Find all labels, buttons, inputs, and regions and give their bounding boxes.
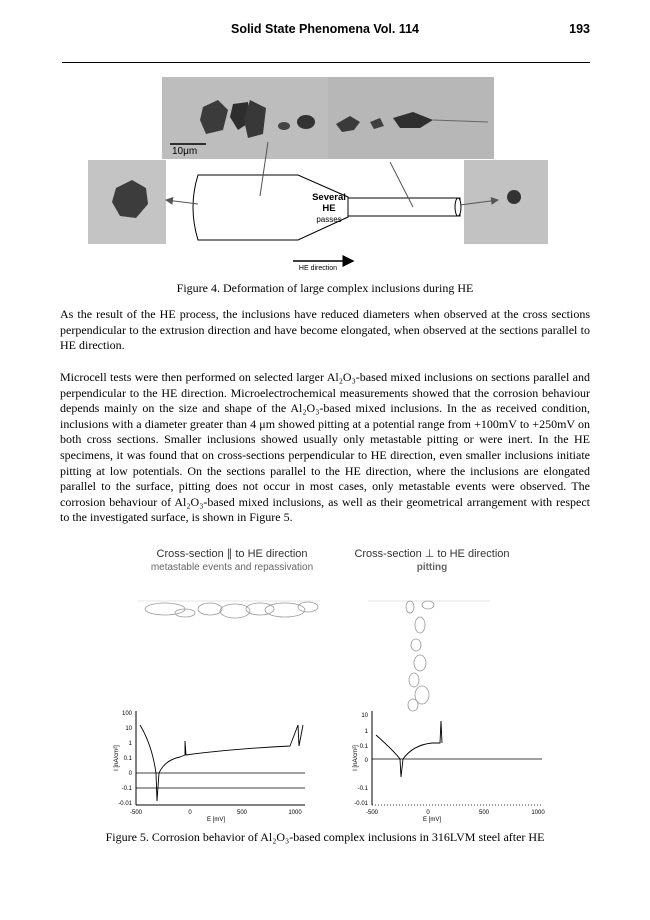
right-x-tick: -500 xyxy=(365,810,379,816)
left-x-tick: 1000 xyxy=(288,810,302,816)
left-title-2: metastable events and repassivation xyxy=(150,562,314,573)
left-y-tick: 10 xyxy=(125,726,132,732)
right-x-tick: 0 xyxy=(426,810,430,816)
he-direction-label: HE direction xyxy=(298,265,338,272)
figure-5 xyxy=(110,545,550,825)
micrograph-left xyxy=(88,160,166,244)
header-rule xyxy=(62,62,590,63)
right-y-tick: -0.1 xyxy=(357,786,368,792)
schematic-parallel xyxy=(138,601,320,618)
micrograph-top-right xyxy=(328,77,494,159)
right-x-label: E [mV] xyxy=(422,817,442,823)
left-y-tick: -0.1 xyxy=(121,786,132,792)
figure-5-caption: Figure 5. Corrosion behavior of Al₂O₃-based complex inclusions in 316LVM steel after HE xyxy=(105,830,545,844)
left-y-tick: -0.01 xyxy=(118,801,132,807)
left-x-tick: 0 xyxy=(188,810,192,816)
extruded-rod xyxy=(348,198,460,216)
schematic-perpendicular xyxy=(368,601,490,711)
left-x-tick: -500 xyxy=(129,810,143,816)
scale-label: 10μm xyxy=(172,146,198,157)
right-y-label: I [nA/cm²] xyxy=(353,745,359,771)
left-plot xyxy=(114,711,305,823)
right-y-tick: 1 xyxy=(364,729,368,735)
left-y-tick: 1 xyxy=(128,741,132,747)
left-x-label: E [mV] xyxy=(206,817,226,823)
right-x-tick: 500 xyxy=(478,810,490,816)
figure-4-caption: Figure 4. Deformation of large complex inclusions during HE xyxy=(176,281,474,295)
right-x-tick: 1000 xyxy=(531,810,545,816)
left-y-tick: 100 xyxy=(121,711,132,717)
left-y-tick: 0.1 xyxy=(123,756,132,762)
running-header xyxy=(60,22,590,42)
left-x-tick: 500 xyxy=(236,810,248,816)
center-label-2: HE xyxy=(322,203,336,214)
figure-4-drawing xyxy=(88,72,548,272)
left-title-1: Cross-section ∥ to HE direction xyxy=(156,548,308,560)
paragraph-1: As the result of the HE process, the inclusions have reduced diameters when observed at the cross sections perpendicular to the extrusion direction and have become elongated, when observed at the sections parallel to HE direction. xyxy=(60,307,590,353)
right-title-1: Cross-section ⊥ to HE direction xyxy=(354,548,510,560)
figure-5-drawing xyxy=(110,545,550,825)
journal-title: Solid State Phenomena Vol. 114 xyxy=(230,22,420,36)
left-y-label: I [nA/cm²] xyxy=(114,745,120,771)
figure-4 xyxy=(88,72,548,272)
right-y-tick: 0 xyxy=(364,758,368,764)
right-plot xyxy=(353,711,545,823)
center-label-3: passes xyxy=(316,215,342,224)
paragraph-2: Microcell tests were then performed on selected larger Al₂O₃-based mixed inclusions on sections parallel and perpendicular to the HE direction. Microelectrochemical measurements showed that the corrosion behaviour depends mainly on the size and shape of the Al₂O₃-based mixed inclusions. In the as received condition, inclusions with a diameter greater than 4 μm showed pitting at a potential range from +100mV to +250mV on both cross sections. Smaller inclusions showed usually only metastable pitting or were inert. In the HE specimens, it was found that on cross-sections perpendicular to HE direction, even smaller inclusions initiate pitting at low potentials. On the sections parallel to the HE direction, where the inclusions are elongated parallel to the surface, pitting does not occur in most cases, only metastable events were observed. The corrosion behaviour of Al₂O₃-based mixed inclusions, as well as their geometrical arrangement with respect to the investigated surface, is shown in Figure 5. xyxy=(60,370,590,525)
right-title-2: pitting xyxy=(416,562,448,573)
micrograph-right xyxy=(464,160,548,244)
right-polarization-curve xyxy=(376,721,442,777)
right-y-tick: 10 xyxy=(361,713,368,719)
left-y-tick: 0 xyxy=(128,771,132,777)
page-number: 193 xyxy=(569,22,590,36)
left-polarization-curve xyxy=(140,725,303,801)
right-y-tick: 0.1 xyxy=(359,744,368,750)
right-y-tick: -0.01 xyxy=(354,801,368,807)
center-label-1: Several xyxy=(312,192,346,203)
